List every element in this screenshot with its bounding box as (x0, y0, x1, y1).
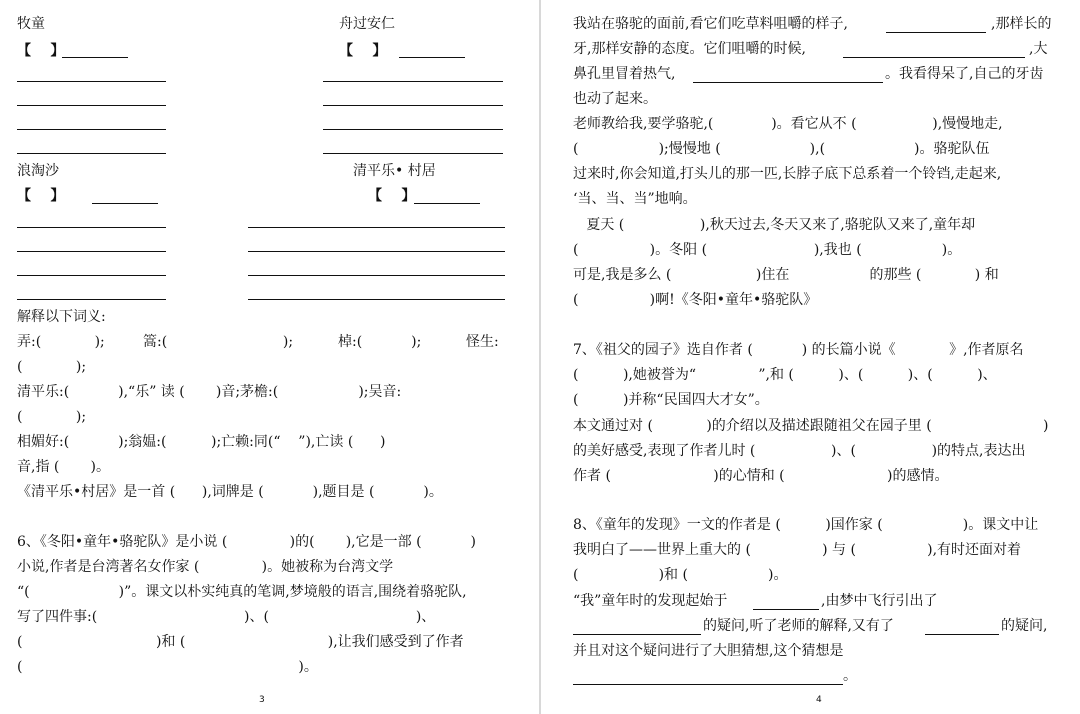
text-line: 可是,我是多么 ( )住在 的那些 ( ) 和 (573, 267, 999, 283)
text-line: 也动了起来。 (573, 91, 657, 107)
text-line: ( );慢慢地 ( ),( )。骆驼队伍 (573, 141, 990, 157)
blank-line (248, 251, 505, 252)
question-6-line: “( )”。课文以朴实纯真的笔调,梦境般的语言,围绕着骆驼队, (17, 584, 467, 600)
poem-title-langtaosha: 浪淘沙 (17, 163, 59, 179)
question-8-line: “我”童年时的发现起始于 (573, 593, 728, 609)
page-number: 4 (816, 695, 822, 705)
blank-line (92, 203, 158, 204)
blank-line (925, 634, 999, 635)
blank-line (17, 275, 166, 276)
vocab-item: ( ); (17, 409, 87, 425)
text-line: 。我看得呆了,自己的牙齿 (885, 66, 1044, 82)
page-number: 3 (259, 695, 265, 705)
vocab-item: 怪生: (466, 334, 499, 350)
blank-line (323, 81, 503, 82)
question-7-line: 的美好感受,表现了作者儿时 ( )、( )的特点,表达出 (573, 443, 1026, 459)
question-8-line: 我明白了——世界上重大的 ( ) 与 ( ),有时还面对着 (573, 542, 1022, 558)
text-line: 过来时,你会知道,打头儿的那一匹,长脖子底下总系着一个铃铛,走起来, (573, 166, 1002, 182)
question-7-line: ( ),她被誉为“ ”,和 ( )、( )、( )、 (573, 367, 997, 383)
text-line: 鼻孔里冒着热气, (573, 66, 676, 82)
text-line: 牙,那样安静的态度。它们咀嚼的时候, (573, 41, 806, 57)
blank-line (17, 299, 166, 300)
blank-line (17, 153, 166, 154)
question-6-line: ( )。 (17, 659, 318, 675)
question-6-line: ( )和 ( ),让我们感受到了作者 (17, 634, 464, 650)
blank-line (17, 251, 166, 252)
explain-heading: 解释以下词义: (17, 309, 106, 325)
vocab-item: 清平乐:( ),“乐” 读 ( )音;茅檐:( );吴音: (17, 384, 402, 400)
blank-line (843, 57, 1025, 58)
question-7-line: ( )并称“民国四大才女”。 (573, 392, 769, 408)
question-8-line: 的疑问, (1001, 618, 1048, 634)
author-bracket: 【 】 (339, 43, 387, 59)
blank-line (248, 275, 505, 276)
blank-line (323, 105, 503, 106)
vocab-item: 棹:( ); (338, 334, 422, 350)
vocab-item: 音,指 ( )。 (17, 459, 110, 475)
question-8: 8、《童年的发现》一文的作者是 ( )国作家 ( )。课文中让 (573, 517, 1039, 533)
author-bracket: 【 】 (368, 188, 416, 204)
poem-title-mutong: 牧童 (17, 16, 45, 32)
text-line: ( )。冬阳 ( ),我也 ( )。 (573, 242, 962, 258)
text-line: 夏天 ( ),秋天过去,冬天又来了,骆驼队又来了,童年却 (573, 217, 976, 233)
question-8-line: 并且对这个疑问进行了大胆猜想,这个猜想是 (573, 643, 844, 659)
vocab-item: 《清平乐•村居》是一首 ( ),词牌是 ( ),题目是 ( )。 (17, 484, 443, 500)
blank-line (573, 684, 843, 685)
question-6-line: 写了四件事:( )、( )、 (17, 609, 436, 625)
page-4 (541, 0, 1080, 714)
question-8-line: 。 (843, 668, 857, 684)
text-line: ,那样长的 (991, 16, 1052, 32)
question-7-line: 本文通过对 ( )的介绍以及描述跟随祖父在园子里 ( ) (573, 418, 1049, 434)
vocab-item: 相媚好:( );翁媪:( );亡赖:同(“ ”),亡读 ( ) (17, 434, 386, 450)
blank-line (886, 32, 986, 33)
blank-line (573, 634, 701, 635)
question-6: 6、《冬阳•童年•骆驼队》是小说 ( )的( ),它是一部 ( ) (17, 534, 476, 550)
blank-line (17, 81, 166, 82)
blank-line (17, 129, 166, 130)
vocab-item: 弄:( ); (17, 334, 105, 350)
author-bracket: 【 】 (17, 188, 65, 204)
blank-line (753, 609, 819, 610)
author-bracket: 【 】 (17, 43, 65, 59)
text-line: ‘当、当、当”地响。 (573, 191, 697, 207)
blank-line (17, 227, 166, 228)
question-8-line: ( )和 ( )。 (573, 567, 788, 583)
question-7-line: 作者 ( )的心情和 ( )的感情。 (573, 468, 949, 484)
vocab-item: 篙:( ); (143, 334, 294, 350)
vocab-item: ( ); (17, 359, 87, 375)
blank-line (414, 203, 480, 204)
question-8-line: ,由梦中飞行引出了 (821, 593, 938, 609)
question-6-line: 小说,作者是台湾著名女作家 ( )。她被称为台湾文学 (17, 559, 394, 575)
text-line: 老师教给我,要学骆驼,( )。看它从不 ( ),慢慢地走, (573, 116, 1003, 132)
question-8-line: 的疑问,听了老师的解释,又有了 (703, 618, 894, 634)
page-3 (0, 0, 539, 714)
blank-line (248, 299, 505, 300)
blank-line (399, 57, 465, 58)
blank-line (248, 227, 505, 228)
poem-title-qingpingle: 清平乐• 村居 (353, 163, 436, 179)
blank-line (323, 153, 503, 154)
text-line: ,大 (1029, 41, 1048, 57)
text-line: ( )啊!《冬阳•童年•骆驼队》 (573, 292, 818, 308)
text-line: 我站在骆驼的面前,看它们吃草料咀嚼的样子, (573, 16, 848, 32)
blank-line (323, 129, 503, 130)
question-7: 7、《祖父的园子》选自作者 ( ) 的长篇小说《 》,作者原名 (573, 342, 1024, 358)
poem-title-zhouguoanren: 舟过安仁 (339, 16, 395, 32)
blank-line (17, 105, 166, 106)
blank-line (693, 82, 883, 83)
blank-line (62, 57, 128, 58)
